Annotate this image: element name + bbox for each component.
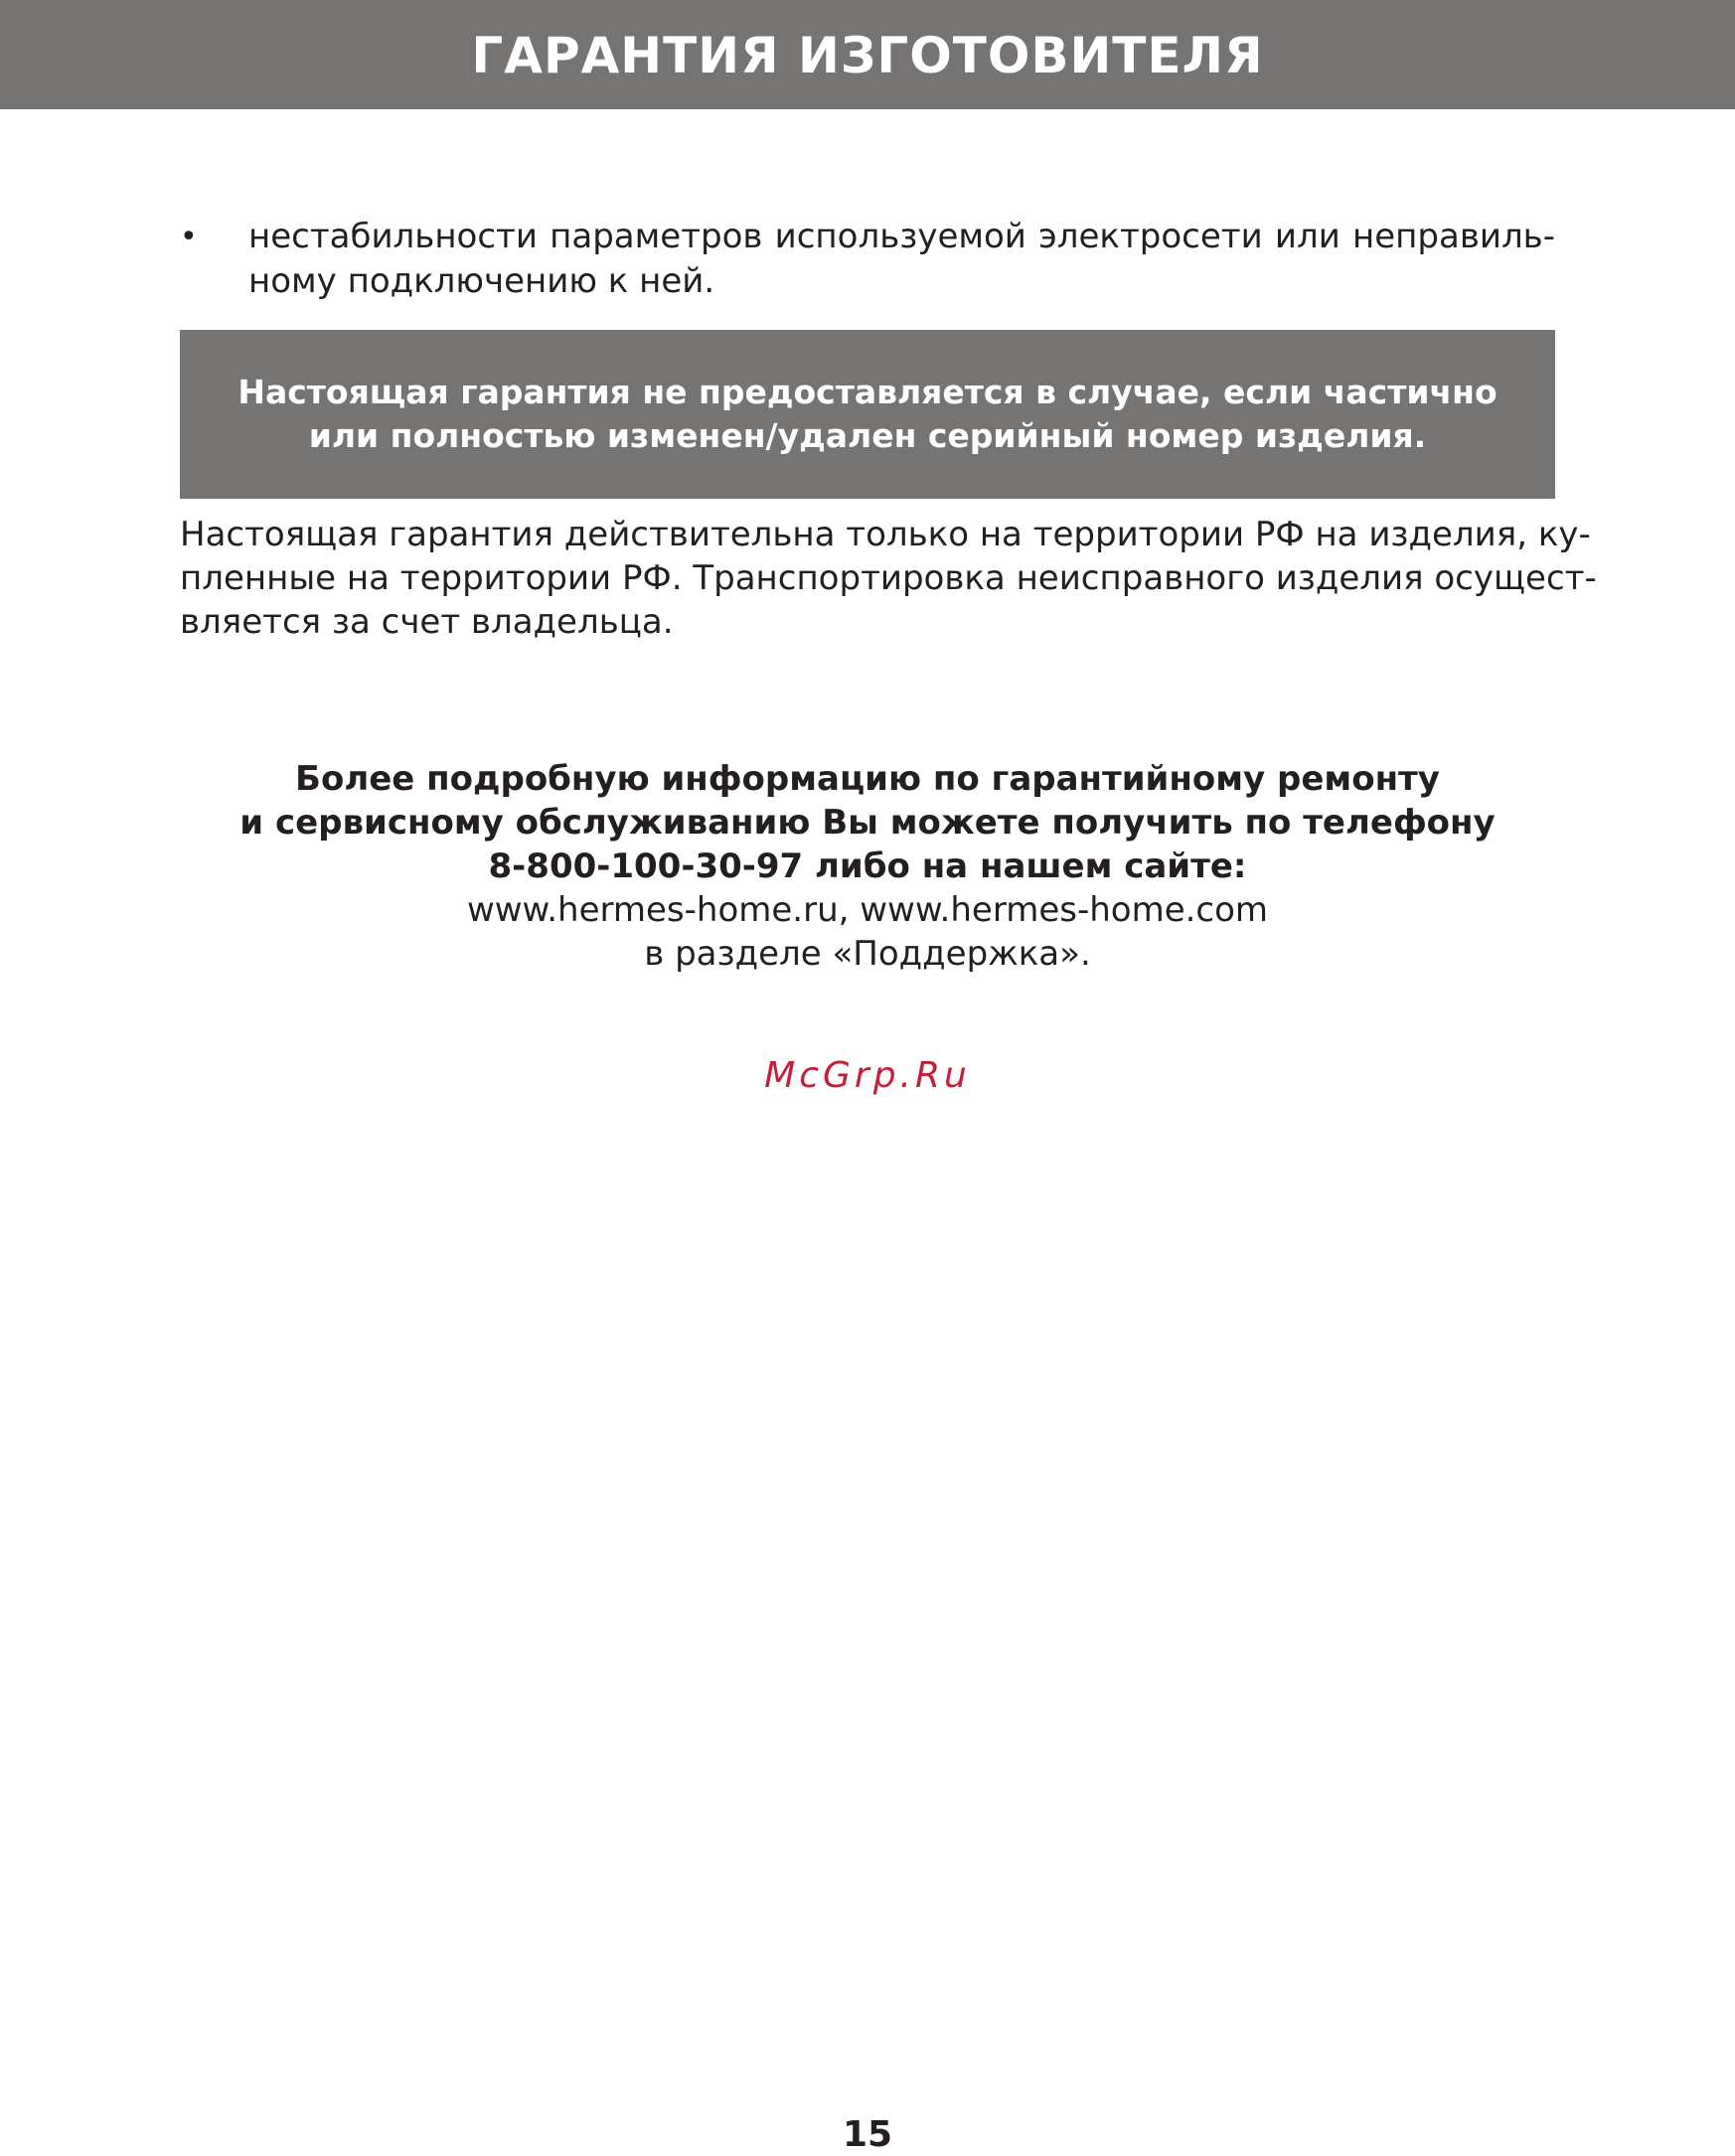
validity-paragraph <box>180 513 1597 644</box>
support-info-block <box>0 757 1735 976</box>
support-phone-line: 8-800-100-30-97 либо на нашем сайте: <box>488 847 1247 886</box>
page-title: ГАРАНТИЯ ИЗГОТОВИТЕЛЯ <box>471 27 1264 84</box>
page-number: 15 <box>842 2114 893 2155</box>
list-item <box>180 215 1555 304</box>
notice-line-2: или полностью изменен/удален серийный номер изделия. <box>308 416 1427 455</box>
notice-box <box>180 330 1555 499</box>
notice-line-1: Настоящая гарантия не предоставляется в случае, если частично <box>237 373 1498 411</box>
bullet-marker: • <box>180 220 198 254</box>
support-section-text: в разделе «Поддержка». <box>644 934 1091 974</box>
bullet-text: нестабильности параметров используемой электросети или неправиль-ному подключению к ней. <box>248 217 1555 301</box>
header-bar <box>0 0 1735 109</box>
validity-line-2: пленные на территории РФ. Транспортировка неисправного изделия осущест- <box>180 558 1597 598</box>
support-info-line-1: Более подробную информацию по гарантийному ремонту <box>295 759 1440 799</box>
validity-line-1: Настоящая гарантия действительна только на территории РФ на изделия, ку- <box>180 515 1591 554</box>
watermark: McGrp.Ru <box>764 1055 971 1096</box>
validity-line-3: вляется за счет владельца. <box>180 602 674 642</box>
support-info-line-2: и сервисному обслуживанию Вы можете получить по телефону <box>239 803 1496 843</box>
support-websites-link[interactable]: www.hermes-home.ru, www.hermes-home.com <box>466 890 1269 930</box>
